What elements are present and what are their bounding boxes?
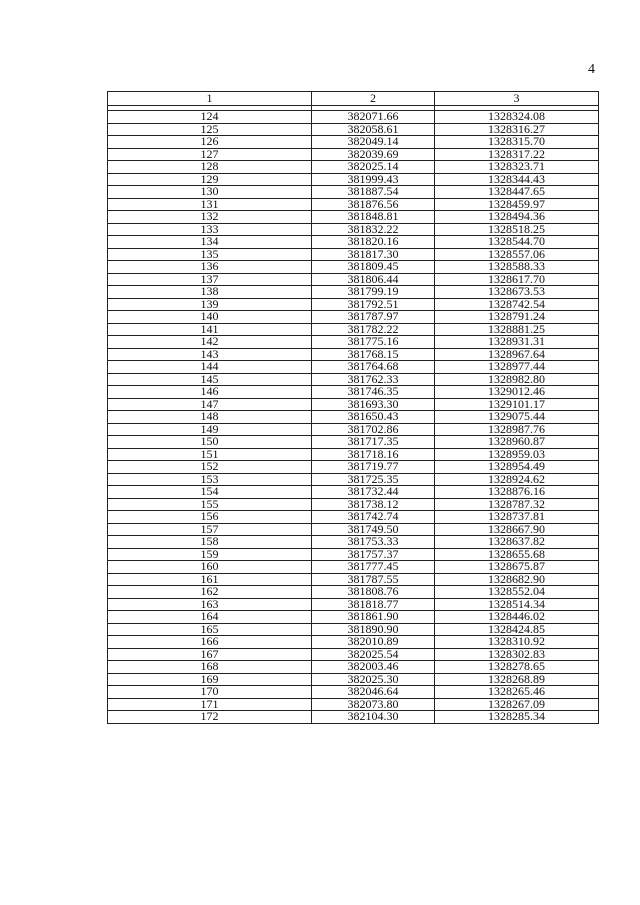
- table-row: [108, 336, 599, 349]
- point-number-cell: 136: [108, 261, 312, 274]
- x-coordinate-cell: 381787.97: [312, 311, 435, 324]
- table-row: [108, 348, 599, 361]
- table-row: [108, 498, 599, 511]
- x-coordinate-cell: 382025.30: [312, 673, 435, 686]
- table-row: [108, 311, 599, 324]
- y-coordinate-cell: 1328324.08: [435, 111, 599, 124]
- x-coordinate-cell: 381762.33: [312, 373, 435, 386]
- y-coordinate-cell: 1328316.27: [435, 123, 599, 136]
- x-coordinate-cell: 381861.90: [312, 611, 435, 624]
- x-coordinate-cell: 381738.12: [312, 498, 435, 511]
- table-row: [108, 161, 599, 174]
- table-header: [108, 92, 599, 111]
- table-row: [108, 386, 599, 399]
- coordinates-table: [107, 91, 599, 724]
- point-number-cell: 141: [108, 323, 312, 336]
- y-coordinate-cell: 1328954.49: [435, 461, 599, 474]
- y-coordinate-cell: 1328675.87: [435, 561, 599, 574]
- table-row: [108, 586, 599, 599]
- table-row: [108, 248, 599, 261]
- y-coordinate-cell: 1328514.34: [435, 598, 599, 611]
- table-row: [108, 423, 599, 436]
- table-row: [108, 598, 599, 611]
- point-number-cell: 151: [108, 448, 312, 461]
- point-number-cell: 157: [108, 523, 312, 536]
- table-row: [108, 136, 599, 149]
- x-coordinate-cell: 382039.69: [312, 148, 435, 161]
- column-header-x: 2: [312, 92, 435, 106]
- point-number-cell: 125: [108, 123, 312, 136]
- y-coordinate-cell: 1328285.34: [435, 711, 599, 724]
- point-number-cell: 168: [108, 661, 312, 674]
- y-coordinate-cell: 1329012.46: [435, 386, 599, 399]
- y-coordinate-cell: 1328557.06: [435, 248, 599, 261]
- x-coordinate-cell: 381746.35: [312, 386, 435, 399]
- x-coordinate-cell: 382025.54: [312, 648, 435, 661]
- y-coordinate-cell: 1328924.62: [435, 473, 599, 486]
- point-number-cell: 142: [108, 336, 312, 349]
- point-number-cell: 144: [108, 361, 312, 374]
- point-number-cell: 139: [108, 298, 312, 311]
- x-coordinate-cell: 381717.35: [312, 436, 435, 449]
- y-coordinate-cell: 1328673.53: [435, 286, 599, 299]
- table-row: [108, 223, 599, 236]
- point-number-cell: 158: [108, 536, 312, 549]
- y-coordinate-cell: 1328655.68: [435, 548, 599, 561]
- point-number-cell: 126: [108, 136, 312, 149]
- column-header-point-number: 1: [108, 92, 312, 106]
- table-row: [108, 623, 599, 636]
- point-number-cell: 156: [108, 511, 312, 524]
- point-number-cell: 166: [108, 636, 312, 649]
- table-row: [108, 398, 599, 411]
- point-number-cell: 165: [108, 623, 312, 636]
- point-number-cell: 147: [108, 398, 312, 411]
- y-coordinate-cell: 1328682.90: [435, 573, 599, 586]
- x-coordinate-cell: 381718.16: [312, 448, 435, 461]
- y-coordinate-cell: 1328494.36: [435, 211, 599, 224]
- y-coordinate-cell: 1328667.90: [435, 523, 599, 536]
- point-number-cell: 135: [108, 248, 312, 261]
- x-coordinate-cell: 382025.14: [312, 161, 435, 174]
- table-row: [108, 186, 599, 199]
- y-coordinate-cell: 1328518.25: [435, 223, 599, 236]
- point-number-cell: 162: [108, 586, 312, 599]
- y-coordinate-cell: 1328737.81: [435, 511, 599, 524]
- x-coordinate-cell: 381757.37: [312, 548, 435, 561]
- point-number-cell: 164: [108, 611, 312, 624]
- table-row: [108, 536, 599, 549]
- y-coordinate-cell: 1328967.64: [435, 348, 599, 361]
- table-row: [108, 648, 599, 661]
- point-number-cell: 138: [108, 286, 312, 299]
- table-row: [108, 298, 599, 311]
- x-coordinate-cell: 381817.30: [312, 248, 435, 261]
- point-number-cell: 133: [108, 223, 312, 236]
- point-number-cell: 145: [108, 373, 312, 386]
- table-row: [108, 461, 599, 474]
- y-coordinate-cell: 1328278.65: [435, 661, 599, 674]
- table-row: [108, 173, 599, 186]
- x-coordinate-cell: 381887.54: [312, 186, 435, 199]
- table-body: [108, 111, 599, 724]
- x-coordinate-cell: 381890.90: [312, 623, 435, 636]
- x-coordinate-cell: 381806.44: [312, 273, 435, 286]
- table-row: [108, 211, 599, 224]
- point-number-cell: 146: [108, 386, 312, 399]
- y-coordinate-cell: 1328459.97: [435, 198, 599, 211]
- table-row: [108, 548, 599, 561]
- table-row: [108, 511, 599, 524]
- point-number-cell: 163: [108, 598, 312, 611]
- x-coordinate-cell: 382003.46: [312, 661, 435, 674]
- header-row: [108, 92, 599, 106]
- point-number-cell: 143: [108, 348, 312, 361]
- y-coordinate-cell: 1328617.70: [435, 273, 599, 286]
- column-header-y: 3: [435, 92, 599, 106]
- point-number-cell: 172: [108, 711, 312, 724]
- point-number-cell: 154: [108, 486, 312, 499]
- x-coordinate-cell: 381725.35: [312, 473, 435, 486]
- point-number-cell: 155: [108, 498, 312, 511]
- x-coordinate-cell: 381787.55: [312, 573, 435, 586]
- y-coordinate-cell: 1328323.71: [435, 161, 599, 174]
- y-coordinate-cell: 1328310.92: [435, 636, 599, 649]
- y-coordinate-cell: 1328446.02: [435, 611, 599, 624]
- y-coordinate-cell: 1328302.83: [435, 648, 599, 661]
- table-row: [108, 411, 599, 424]
- table-row: [108, 636, 599, 649]
- table-row: [108, 698, 599, 711]
- y-coordinate-cell: 1329101.17: [435, 398, 599, 411]
- y-coordinate-cell: 1328544.70: [435, 236, 599, 249]
- x-coordinate-cell: 381768.15: [312, 348, 435, 361]
- y-coordinate-cell: 1328268.89: [435, 673, 599, 686]
- table-row: [108, 573, 599, 586]
- y-coordinate-cell: 1328637.82: [435, 536, 599, 549]
- x-coordinate-cell: 381775.16: [312, 336, 435, 349]
- x-coordinate-cell: 382010.89: [312, 636, 435, 649]
- point-number-cell: 150: [108, 436, 312, 449]
- y-coordinate-cell: 1328959.03: [435, 448, 599, 461]
- table-row: [108, 523, 599, 536]
- x-coordinate-cell: 381820.16: [312, 236, 435, 249]
- y-coordinate-cell: 1328447.65: [435, 186, 599, 199]
- point-number-cell: 152: [108, 461, 312, 474]
- y-coordinate-cell: 1328931.31: [435, 336, 599, 349]
- x-coordinate-cell: 381764.68: [312, 361, 435, 374]
- point-number-cell: 149: [108, 423, 312, 436]
- table-row: [108, 473, 599, 486]
- x-coordinate-cell: 381719.77: [312, 461, 435, 474]
- table-row: [108, 436, 599, 449]
- table-row: [108, 111, 599, 124]
- point-number-cell: 129: [108, 173, 312, 186]
- table-row: [108, 323, 599, 336]
- x-coordinate-cell: 381742.74: [312, 511, 435, 524]
- point-number-cell: 160: [108, 561, 312, 574]
- y-coordinate-cell: 1328876.16: [435, 486, 599, 499]
- x-coordinate-cell: 381832.22: [312, 223, 435, 236]
- point-number-cell: 130: [108, 186, 312, 199]
- y-coordinate-cell: 1328315.70: [435, 136, 599, 149]
- point-number-cell: 132: [108, 211, 312, 224]
- y-coordinate-cell: 1329075.44: [435, 411, 599, 424]
- x-coordinate-cell: 381693.30: [312, 398, 435, 411]
- x-coordinate-cell: 381777.45: [312, 561, 435, 574]
- x-coordinate-cell: 381818.77: [312, 598, 435, 611]
- point-number-cell: 148: [108, 411, 312, 424]
- table-row: [108, 611, 599, 624]
- table-row: [108, 261, 599, 274]
- page-number: 4: [588, 62, 595, 77]
- y-coordinate-cell: 1328424.85: [435, 623, 599, 636]
- x-coordinate-cell: 381799.19: [312, 286, 435, 299]
- table-row: [108, 273, 599, 286]
- point-number-cell: 167: [108, 648, 312, 661]
- table-row: [108, 198, 599, 211]
- x-coordinate-cell: 381782.22: [312, 323, 435, 336]
- point-number-cell: 128: [108, 161, 312, 174]
- y-coordinate-cell: 1328982.80: [435, 373, 599, 386]
- point-number-cell: 134: [108, 236, 312, 249]
- x-coordinate-cell: 382046.64: [312, 686, 435, 699]
- x-coordinate-cell: 382058.61: [312, 123, 435, 136]
- table-row: [108, 286, 599, 299]
- y-coordinate-cell: 1328265.46: [435, 686, 599, 699]
- y-coordinate-cell: 1328344.43: [435, 173, 599, 186]
- y-coordinate-cell: 1328787.32: [435, 498, 599, 511]
- x-coordinate-cell: 381702.86: [312, 423, 435, 436]
- table-row: [108, 661, 599, 674]
- y-coordinate-cell: 1328881.25: [435, 323, 599, 336]
- point-number-cell: 161: [108, 573, 312, 586]
- y-coordinate-cell: 1328267.09: [435, 698, 599, 711]
- point-number-cell: 169: [108, 673, 312, 686]
- x-coordinate-cell: 382049.14: [312, 136, 435, 149]
- table-row: [108, 236, 599, 249]
- x-coordinate-cell: 382104.30: [312, 711, 435, 724]
- y-coordinate-cell: 1328960.87: [435, 436, 599, 449]
- y-coordinate-cell: 1328987.76: [435, 423, 599, 436]
- table-row: [108, 448, 599, 461]
- point-number-cell: 153: [108, 473, 312, 486]
- point-number-cell: 140: [108, 311, 312, 324]
- table-row: [108, 561, 599, 574]
- table-row: [108, 486, 599, 499]
- table-row: [108, 373, 599, 386]
- y-coordinate-cell: 1328588.33: [435, 261, 599, 274]
- point-number-cell: 131: [108, 198, 312, 211]
- point-number-cell: 137: [108, 273, 312, 286]
- table-row: [108, 686, 599, 699]
- point-number-cell: 124: [108, 111, 312, 124]
- x-coordinate-cell: 381792.51: [312, 298, 435, 311]
- x-coordinate-cell: 381650.43: [312, 411, 435, 424]
- y-coordinate-cell: 1328317.22: [435, 148, 599, 161]
- table-row: [108, 673, 599, 686]
- x-coordinate-cell: 381848.81: [312, 211, 435, 224]
- table-row: [108, 123, 599, 136]
- point-number-cell: 171: [108, 698, 312, 711]
- x-coordinate-cell: 381999.43: [312, 173, 435, 186]
- point-number-cell: 127: [108, 148, 312, 161]
- x-coordinate-cell: 381749.50: [312, 523, 435, 536]
- x-coordinate-cell: 382071.66: [312, 111, 435, 124]
- x-coordinate-cell: 381732.44: [312, 486, 435, 499]
- x-coordinate-cell: 382073.80: [312, 698, 435, 711]
- point-number-cell: 159: [108, 548, 312, 561]
- table-row: [108, 361, 599, 374]
- point-number-cell: 170: [108, 686, 312, 699]
- x-coordinate-cell: 381876.56: [312, 198, 435, 211]
- x-coordinate-cell: 381809.45: [312, 261, 435, 274]
- y-coordinate-cell: 1328977.44: [435, 361, 599, 374]
- y-coordinate-cell: 1328552.04: [435, 586, 599, 599]
- y-coordinate-cell: 1328791.24: [435, 311, 599, 324]
- table-row: [108, 711, 599, 724]
- y-coordinate-cell: 1328742.54: [435, 298, 599, 311]
- x-coordinate-cell: 381808.76: [312, 586, 435, 599]
- x-coordinate-cell: 381753.33: [312, 536, 435, 549]
- table-row: [108, 148, 599, 161]
